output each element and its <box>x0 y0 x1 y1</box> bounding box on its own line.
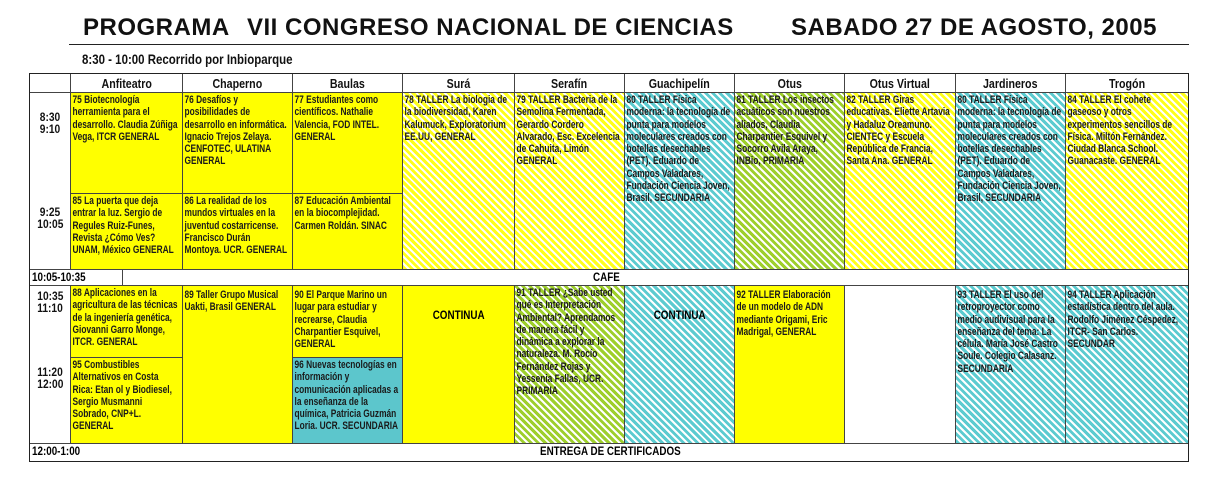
session-76[interactable]: 76 Desafíos y posibilidades de desarrollo en informática. Ignacio Trejos Zelaya. CENFOTEC, ULATINA GENERAL <box>183 93 293 194</box>
session-96[interactable]: 96 Nuevas tecnologías en información y comunicación aplicadas a la enseñanza de la química, Patricia Guzmán Loria. UCR. SECUNDARIA <box>293 358 403 444</box>
continua-guachipelin-label: CONTINUA <box>653 308 706 322</box>
session-90[interactable]: 90 El Parque Marino un lugar para estudiar y recrearse, Claudia Charpantier Esquivel, GENERAL <box>293 286 403 358</box>
time-910: 9:10 <box>40 122 61 136</box>
session-94[interactable]: 94 TALLER Aplicación estadística dentro del aula. Rodolfo Jiménez Céspedez, ITCR- San Carlos. SECUNDAR <box>1066 286 1188 444</box>
session-79[interactable]: 79 TALLER Bacteria de la Semolina Fermentada, Gerardo Cordero Alvarado, Esc. Excelencia de Cahuita, Limón GENERAL <box>515 93 625 270</box>
session-continua-guachipelin[interactable] <box>625 286 735 444</box>
col-header-jardineros: Jardineros <box>956 74 1066 93</box>
col-header-chaperno: Chaperno <box>183 74 293 93</box>
session-87[interactable]: 87 Educación Ambiental en la biocomplejidad. Carmen Roldán. SINAC <box>293 194 403 270</box>
session-85[interactable]: 85 La puerta que deja entrar la luz. Sergio de Regules Ruiz-Funes, Revista ¿Cómo Ves? UNAM, México GENERAL <box>71 194 183 270</box>
col-header-otus: Otus <box>735 74 845 93</box>
schedule-table <box>29 73 1189 462</box>
certificados-time: 12:00-1:00 <box>32 444 81 458</box>
session-93[interactable]: 93 TALLER El uso del retroproyector como medio audivisual para la enseñanza del tema: La célula. María José Castro Soule. Colegio Calasanz. SECUNDARIA <box>956 286 1066 444</box>
title-date: SABADO 27 DE AGOSTO, 2005 <box>791 14 1157 41</box>
session-78[interactable]: 78 TALLER La biologia de la biodiversidad, Karen Kalumuck, Exploratorium EE.UU, GENERAL <box>403 93 515 270</box>
session-88[interactable]: 88 Aplicaciones en la agricultura de las técnicas de la ingeniería genética, Giovanni Garro Monge, ITCR. GENERAL <box>71 286 183 358</box>
col-header-trogon: Trogón <box>1066 74 1188 93</box>
session-86[interactable]: 86 La realidad de los mundos virtuales en la juventud costarricense. Francisco Durán Montoya. UCR. GENERAL <box>183 194 293 270</box>
session-81[interactable]: 81 TALLER Los insectos acuáticos son nuestros aliados, Claudia Charpantier Esquivel y Socorro Avila Araya, INBio, PRIMARIA <box>735 93 845 270</box>
cafe-label: CAFE <box>593 270 620 284</box>
title-rule <box>69 44 1189 45</box>
col-header-otus-virtual: Otus Virtual <box>845 74 956 93</box>
col-header-sura: Surá <box>403 74 515 93</box>
col-header-baulas: Baulas <box>293 74 403 93</box>
session-75[interactable]: 75 Biotecnología herramienta para el desarrollo. Claudia Zúñiga Vega, ITCR GENERAL <box>71 93 183 194</box>
col-header-serafin: Serafín <box>515 74 625 93</box>
session-80-jardineros[interactable]: 80 TALLER Física moderna: la tecnología de punta para modelos moleculares creados con botellas desechables (PET). Eduardo de Campos Valadares, Fundación Ciencia Joven, Brasil, SECUNDARIA <box>956 93 1066 270</box>
session-95[interactable]: 95 Combustibles Alternativos en Costa Rica: Etan ol y Biodiesel, Sergio Musmanni Sobrado, CNP+L. GENERAL <box>71 358 183 444</box>
session-89[interactable]: 89 Taller Grupo Musical Uakti, Brasil GENERAL <box>183 286 293 444</box>
session-empty-otus-virtual <box>845 286 956 444</box>
time-block-morning <box>30 93 71 270</box>
time-block-late <box>30 286 71 444</box>
time-1005: 10:05 <box>37 217 64 231</box>
col-header-anfiteatro: Anfiteatro <box>71 74 183 93</box>
certificados-label: ENTREGA DE CERTIFICADOS <box>540 444 681 458</box>
title-programa: PROGRAMA <box>83 14 230 41</box>
session-91[interactable]: 91 TALLER ¿Sabe usted qué es Interpretación Ambiental? Aprendamos de manera fácil y dinámica a explorar la naturaleza. M. Rocío Fernández Rojas y Yessenia Fallas, UCR. PRIMARIA <box>515 286 625 444</box>
time-1120: 11:20 <box>37 365 64 379</box>
header-corner <box>30 74 71 93</box>
cafe-time: 10:05-10:35 <box>30 270 123 285</box>
time-1110: 11:10 <box>37 301 64 315</box>
certificados-row <box>30 444 1188 461</box>
cafe-row <box>30 270 1188 286</box>
session-82[interactable]: 82 TALLER Giras educativas. Eliette Artavia y Hadaluz Oreamuno. CIENTEC y Escuela República de Francia, Santa Ana. GENERAL <box>845 93 956 270</box>
session-continua-sura[interactable] <box>403 286 515 444</box>
col-header-guachipelin: Guachipelín <box>625 74 735 93</box>
session-84[interactable]: 84 TALLER El cohete gaseoso y otros experimentos sencillos de Física. Miltón Fernández. Ciudad Blanca School. Guanacaste. GENERAL <box>1066 93 1188 270</box>
session-80[interactable]: 80 TALLER Física moderna: la tecnología de punta para modelos moleculares creados con botellas desechables (PET). Eduardo de Campos Valadares, Fundación Ciencia Joven, Brasil, SECUNDARIA <box>625 93 735 270</box>
session-92[interactable]: 92 TALLER Elaboración de un modelo de ADN mediante Origami, Eric Madrigal, GENERAL <box>735 286 845 444</box>
time-1035: 10:35 <box>37 289 64 303</box>
session-77[interactable]: 77 Estudiantes como científicos. Nathalie Valencia, FOD INTEL. GENERAL <box>293 93 403 194</box>
time-830: 8:30 <box>40 110 61 124</box>
continua-sura-label: CONTINUA <box>432 308 485 322</box>
time-1200: 12:00 <box>37 377 64 391</box>
time-925: 9:25 <box>40 205 61 219</box>
recorrido-note: 8:30 - 10:00 Recorrido por Inbioparque <box>82 51 293 67</box>
title-congreso: VII CONGRESO NACIONAL DE CIENCIAS <box>247 14 734 41</box>
